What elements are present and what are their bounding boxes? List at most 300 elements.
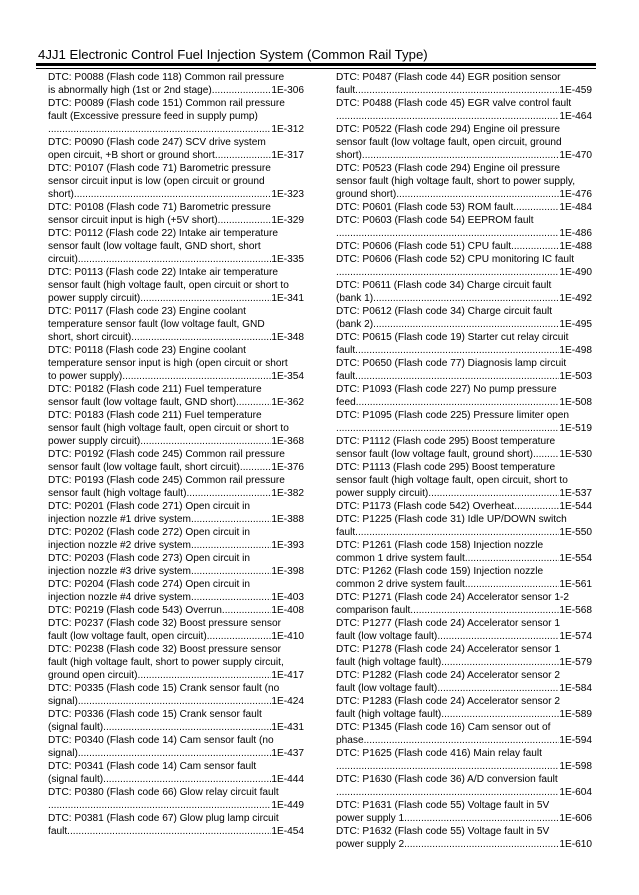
dot-leader [48,799,271,812]
page-number[interactable]: 1E-530 [559,449,592,460]
toc-entry[interactable] [48,617,304,643]
toc-entry-line: temperature sensor input is high (open circuit or short [48,358,288,369]
toc-entry[interactable] [48,604,304,617]
toc-entry-leader-line [48,539,304,552]
toc-entry[interactable] [48,162,304,201]
dot-leader [236,396,271,409]
toc-entry[interactable] [48,383,304,409]
toc-entry-leader-line [48,565,304,578]
dot-leader [428,487,559,500]
toc-entry-line: DTC: P1625 (Flash code 416) Main relay fault [336,748,542,759]
toc-entry[interactable] [336,721,592,747]
toc-entry-line: DTC: P0341 (Flash code 14) Cam sensor fault [48,761,257,772]
page-number[interactable]: 1E-568 [559,605,592,616]
dot-leader [336,227,559,240]
dot-leader [131,331,271,344]
dot-leader [186,487,271,500]
toc-entry[interactable] [336,279,592,305]
dot-leader [441,656,559,669]
toc-entry-line: DTC: P0108 (Flash code 71) Barometric pressure [48,202,271,213]
toc-entry-line: DTC: P0522 (Flash code 294) Engine oil pressure [336,124,560,135]
toc-entry-line: DTC: P0612 (Flash code 34) Charge circuit fault [336,306,553,317]
page-number[interactable]: 1E-454 [271,826,304,837]
toc-entry-line: common 1 drive system fault [336,553,465,564]
toc-entry-line: to power supply) [48,371,123,382]
toc-entry-leader-line [336,838,592,851]
toc-entry-leader-line [48,396,304,409]
page-number[interactable]: 1E-348 [271,332,304,343]
page-number[interactable]: 1E-376 [271,462,304,473]
toc-entry-leader-line [48,695,304,708]
dot-leader [336,422,559,435]
page-number[interactable]: 1E-393 [271,540,304,551]
toc-entry[interactable] [48,578,304,604]
page-number[interactable]: 1E-589 [559,709,592,720]
dot-leader [441,708,559,721]
toc-entry[interactable] [336,305,592,331]
page-number[interactable]: 1E-561 [559,579,592,590]
toc-entry[interactable] [336,71,592,97]
toc-entry-line: sensor fault (high voltage fault, short to power supply, [336,176,576,187]
dot-leader [465,552,559,565]
toc-entry[interactable] [48,305,304,344]
toc-entry-line: DTC: P1093 (Flash code 227) No pump pressure [336,384,557,395]
toc-entry-leader-line [336,188,592,201]
toc-entry-leader-line [336,734,592,747]
page-number[interactable]: 1E-417 [271,670,304,681]
toc-entry[interactable] [336,331,592,357]
toc-entry-line: DTC: P0112 (Flash code 22) Intake air temperature [48,228,278,239]
dot-leader [364,734,560,747]
toc-entry-leader-line [48,461,304,474]
toc-entry-line: DTC: P1277 (Flash code 24) Accelerator sensor 1 [336,618,560,629]
page-number[interactable]: 1E-388 [271,514,304,525]
dot-leader [404,812,559,825]
toc-entry[interactable] [336,214,592,240]
toc-entry-leader-line [48,370,304,383]
toc-entry-line: DTC: P0340 (Flash code 14) Cam sensor fault (no [48,735,274,746]
dot-leader [396,188,559,201]
page-number[interactable]: 1E-498 [559,345,592,356]
page-number[interactable]: 1E-550 [559,527,592,538]
toc-entry[interactable] [48,448,304,474]
toc-entry-leader-line [336,110,592,123]
toc-entry[interactable] [336,773,592,799]
toc-entry[interactable] [336,669,592,695]
toc-entry[interactable] [336,357,592,383]
toc-entry-line: DTC: P1632 (Flash code 55) Voltage fault in 5V [336,826,550,837]
toc-entry-line: DTC: P0117 (Flash code 23) Engine coolant [48,306,246,317]
toc-entry-line: injection nozzle #2 drive system [48,540,191,551]
page-number[interactable]: 1E-604 [559,787,592,798]
toc-entry-line: comparison fault [336,605,411,616]
page-number[interactable]: 1E-470 [559,150,592,161]
page-number[interactable]: 1E-341 [271,293,304,304]
toc-entry-line: fault [336,371,356,382]
toc-entry-leader-line [336,526,592,539]
toc-entry[interactable] [336,617,592,643]
page-number[interactable]: 1E-431 [271,722,304,733]
toc-entry-line: power supply circuit) [48,293,141,304]
toc-entry-leader-line [48,149,304,162]
page-number[interactable]: 1E-449 [271,800,304,811]
page-number[interactable]: 1E-354 [271,371,304,382]
toc-entry-line: fault (high voltage fault, short to power supply circuit, [48,657,284,668]
toc-entry-leader-line [48,773,304,786]
page-number[interactable]: 1E-335 [271,254,304,265]
toc-entry-line: DTC: P1113 (Flash code 295) Boost temperature [336,462,556,473]
dot-leader [355,526,559,539]
toc-entry-line: fault (Excessive pressure feed in supply pump) [48,111,258,122]
toc-entry-line: DTC: P1261 (Flash code 158) Injection nozzle [336,540,544,551]
toc-entry[interactable] [48,474,304,500]
toc-entry-line: fault [336,85,356,96]
toc-entry-line: DTC: P1095 (Flash code 225) Pressure limiter open [336,410,569,421]
toc-entry-line: DTC: P0336 (Flash code 15) Crank sensor fault [48,709,262,720]
toc-entry[interactable] [48,500,304,526]
page-number[interactable]: 1E-554 [559,553,592,564]
toc-entry-leader-line [336,604,592,617]
toc-entry-leader-line [336,240,592,253]
toc-entry-line: power supply 1 [336,813,405,824]
page-number[interactable]: 1E-306 [271,85,304,96]
toc-entry[interactable] [48,786,304,812]
toc-entry-line: DTC: P0615 (Flash code 19) Starter cut relay circuit [336,332,569,343]
toc-entry[interactable] [48,708,304,734]
toc-entry-line: power supply 2 [336,839,405,850]
dot-leader [78,747,272,760]
toc-entry-line: fault (low voltage fault, open circuit) [48,631,207,642]
dot-leader [191,591,271,604]
toc-entry[interactable] [48,526,304,552]
toc-entry-leader-line [48,331,304,344]
page-number[interactable]: 1E-495 [559,319,592,330]
toc-entry[interactable] [336,240,592,253]
toc-entry-line: is abnormally high (1st or 2nd stage) [48,85,212,96]
toc-entry-leader-line [48,825,304,838]
toc-entry-leader-line [48,123,304,136]
toc-entry-leader-line [48,591,304,604]
dot-leader [336,786,559,799]
toc-entry-line: DTC: P1345 (Flash code 16) Cam sensor out of [336,722,551,733]
toc-entry[interactable] [48,682,304,708]
toc-entry-line: signal) [48,696,78,707]
toc-entry-line: DTC: P0487 (Flash code 44) EGR position sensor [336,72,561,83]
page-number[interactable]: 1E-464 [559,111,592,122]
toc-entry-leader-line [48,253,304,266]
toc-entry-leader-line [336,370,592,383]
toc-entry-line: DTC: P1112 (Flash code 295) Boost temperature [336,436,556,447]
toc-entry-leader-line [336,422,592,435]
toc-entry-line: common 2 drive system fault [336,579,465,590]
toc-entry-line: phase [336,735,364,746]
toc-entry-line: DTC: P0611 (Flash code 34) Charge circuit fault [336,280,552,291]
dot-leader [336,266,559,279]
toc-entry-line: sensor fault (low voltage fault, short circuit) [48,462,240,473]
toc-entry-leader-line [336,266,592,279]
toc-entry[interactable] [336,500,592,513]
toc-entry-leader-line [336,630,592,643]
page-number[interactable]: 1E-362 [271,397,304,408]
page-number[interactable]: 1E-544 [559,501,592,512]
toc-entry-line: DTC: P1283 (Flash code 24) Accelerator sensor 2 [336,696,560,707]
dot-leader [511,240,559,253]
dot-leader [533,448,559,461]
page-number[interactable]: 1E-537 [559,488,592,499]
toc-entry-line: sensor fault (high voltage fault) [48,488,187,499]
page-number[interactable]: 1E-508 [559,397,592,408]
toc-entry[interactable] [336,695,592,721]
page-number[interactable]: 1E-610 [559,839,592,850]
toc-entry-line: injection nozzle #3 drive system [48,566,191,577]
toc-entry[interactable] [336,409,592,435]
toc-entry-line: open circuit, +B short or ground short [48,150,215,161]
page-number[interactable]: 1E-408 [271,605,304,616]
toc-entry-line: fault (low voltage fault) [336,631,438,642]
toc-entry-line: DTC: P0204 (Flash code 274) Open circuit in [48,579,251,590]
toc-entry-leader-line [48,747,304,760]
page-number[interactable]: 1E-584 [559,683,592,694]
toc-entry-leader-line [48,669,304,682]
page-number[interactable]: 1E-410 [271,631,304,642]
toc-entry-leader-line [48,604,304,617]
toc-entry-line: (signal fault) [48,722,104,733]
page-number[interactable]: 1E-594 [559,735,592,746]
header-rule-thick [36,63,596,66]
toc-entry[interactable] [336,825,592,851]
dot-leader [240,461,271,474]
toc-entry[interactable] [336,565,592,591]
toc-entry-line: circuit) [48,254,78,265]
toc-entry-leader-line [48,84,304,97]
toc-entry-line: fault (low voltage fault) [336,683,438,694]
toc-entry-line: short) [336,150,362,161]
toc-entry-line: (bank 2) [336,319,374,330]
page-number[interactable]: 1E-317 [271,150,304,161]
toc-entry[interactable] [48,643,304,682]
toc-entry-line: DTC: P1630 (Flash code 36) A/D conversion fault [336,774,558,785]
toc-entry-line: DTC: P0203 (Flash code 273) Open circuit in [48,553,251,564]
toc-entry[interactable] [336,513,592,539]
toc-entry-leader-line [48,487,304,500]
header-rule-thin [36,68,596,69]
page-number[interactable]: 1E-519 [559,423,592,434]
toc-entry-leader-line [48,799,304,812]
dot-leader [122,370,271,383]
toc-entry-leader-line [336,500,592,513]
toc-entry-line: DTC: P1271 (Flash code 24) Accelerator sensor 1-2 [336,592,569,603]
page-number[interactable]: 1E-424 [271,696,304,707]
toc-entry-leader-line [336,448,592,461]
toc-entry[interactable] [336,461,592,500]
toc-entry-line: DTC: P0601 (Flash code 53) ROM fault [336,202,514,213]
dot-leader [355,84,559,97]
toc-entry-leader-line [48,188,304,201]
toc-entry[interactable] [48,409,304,448]
page-header-title: 4JJ1 Electronic Control Fuel Injection System (Common Rail Type) [38,47,428,62]
dot-leader [67,825,271,838]
toc-entry-leader-line [48,214,304,227]
dot-leader [215,149,271,162]
toc-entry-line: sensor fault (low voltage fault, open circuit, ground [336,137,562,148]
toc-entry-line: fault (high voltage fault) [336,709,442,720]
toc-entry-line: DTC: P0237 (Flash code 32) Boost pressure sensor [48,618,281,629]
dot-leader [191,565,271,578]
toc-entry-line: fault [336,345,356,356]
toc-entry-line: DTC: P0202 (Flash code 272) Open circuit in [48,527,251,538]
toc-entry-leader-line [336,318,592,331]
toc-entry-leader-line [336,292,592,305]
toc-entry-leader-line [336,552,592,565]
page-number[interactable]: 1E-368 [271,436,304,447]
page-number[interactable]: 1E-486 [559,228,592,239]
toc-entry-leader-line [336,201,592,214]
dot-leader [140,292,271,305]
page-number[interactable]: 1E-398 [271,566,304,577]
dot-leader [356,396,560,409]
dot-leader [207,630,272,643]
dot-leader [465,578,559,591]
toc-entry-line: (signal fault) [48,774,104,785]
toc-entry[interactable] [336,201,592,214]
toc-entry-line: DTC: P0118 (Flash code 23) Engine coolant [48,345,246,356]
dot-leader [373,318,559,331]
toc-entry-line: DTC: P0182 (Flash code 211) Fuel temperature [48,384,262,395]
toc-entry[interactable] [336,253,592,279]
toc-entry[interactable] [336,747,592,773]
toc-entry-line: DTC: P0381 (Flash code 67) Glow plug lamp circuit [48,813,279,824]
toc-entry-line: signal) [48,748,78,759]
toc-entry-line: DTC: P1262 (Flash code 159) Injection nozzle [336,566,544,577]
page-number[interactable]: 1E-329 [271,215,304,226]
dot-leader [336,110,559,123]
toc-entry-line: DTC: P0192 (Flash code 245) Common rail pressure [48,449,285,460]
toc-entry-line: sensor fault (low voltage fault, GND short) [48,397,236,408]
page-number[interactable]: 1E-444 [271,774,304,785]
toc-entry-line: short, short circuit) [48,332,132,343]
toc-entry[interactable] [48,71,304,97]
toc-entry-line: sensor fault (high voltage fault, open circuit, short to [336,475,568,486]
toc-entry-leader-line [48,630,304,643]
page-number[interactable]: 1E-323 [271,189,304,200]
toc-entry[interactable] [336,162,592,201]
dot-leader [212,84,272,97]
toc-entry[interactable] [48,552,304,578]
toc-entry-leader-line [336,682,592,695]
toc-entry[interactable] [336,539,592,565]
toc-entry[interactable] [336,97,592,123]
dot-leader [191,513,271,526]
toc-entry-line: sensor circuit input is high (+5V short) [48,215,218,226]
toc-entry-line: fault [336,527,356,538]
page-number[interactable]: 1E-579 [559,657,592,668]
toc-column-right [336,71,592,851]
dot-leader [437,682,559,695]
toc-entry[interactable] [48,812,304,838]
toc-entry-leader-line [336,344,592,357]
toc-entry[interactable] [48,266,304,305]
toc-entry-leader-line [48,435,304,448]
toc-entry[interactable] [336,799,592,825]
page-number[interactable]: 1E-403 [271,592,304,603]
toc-entry-line: DTC: P1278 (Flash code 24) Accelerator sensor 1 [336,644,560,655]
dot-leader [373,292,559,305]
toc-entry-leader-line [336,396,592,409]
toc-entry-line: DTC: P1631 (Flash code 55) Voltage fault in 5V [336,800,550,811]
page-number[interactable]: 1E-476 [559,189,592,200]
page-number[interactable]: 1E-382 [271,488,304,499]
page-number[interactable]: 1E-606 [559,813,592,824]
toc-entry-leader-line [336,812,592,825]
toc-entry[interactable] [336,123,592,162]
toc-entry-line: DTC: P0488 (Flash code 45) EGR valve control fault [336,98,572,109]
toc-entry-leader-line [336,760,592,773]
page-number[interactable]: 1E-503 [559,371,592,382]
toc-entry[interactable] [336,435,592,461]
page-number[interactable]: 1E-574 [559,631,592,642]
page-number[interactable]: 1E-437 [271,748,304,759]
page-number[interactable]: 1E-312 [271,124,304,135]
dot-leader [404,838,559,851]
dot-leader [513,201,559,214]
toc-entry-line: temperature sensor fault (low voltage fault, GND [48,319,265,330]
page-number[interactable]: 1E-492 [559,293,592,304]
toc-entry[interactable] [48,760,304,786]
toc-entry-line: (bank 1) [336,293,374,304]
toc-entry-line: fault [48,826,68,837]
toc-entry[interactable] [48,201,304,227]
toc-entry-line: DTC: P0089 (Flash code 151) Common rail pressure [48,98,285,109]
toc-entry-line: sensor circuit input is low (open circuit or ground [48,176,265,187]
page-number[interactable]: 1E-598 [559,761,592,772]
dot-leader [103,721,271,734]
dot-leader [103,773,271,786]
dot-leader [514,500,559,513]
toc-entry[interactable] [48,734,304,760]
dot-leader [222,604,271,617]
toc-entry[interactable] [336,591,592,617]
toc-entry-leader-line [48,292,304,305]
page-number[interactable]: 1E-488 [559,241,592,252]
toc-entry-line: DTC: P0193 (Flash code 245) Common rail pressure [48,475,285,486]
toc-entry[interactable] [336,643,592,669]
dot-leader [78,695,272,708]
page-number[interactable]: 1E-484 [559,202,592,213]
toc-entry-line: DTC: P1282 (Flash code 24) Accelerator sensor 2 [336,670,560,681]
toc-entry-line: DTC: P0380 (Flash code 66) Glow relay circuit fault [48,787,279,798]
toc-entry-line: DTC: P0219 (Flash code 543) Overrun [48,605,222,616]
toc-entry-line: DTC: P0201 (Flash code 271) Open circuit in [48,501,251,512]
toc-entry[interactable] [336,383,592,409]
dot-leader [410,604,559,617]
toc-entry-line: DTC: P0183 (Flash code 211) Fuel temperature [48,410,262,421]
dot-leader [355,344,559,357]
toc-entry-line: power supply circuit) [336,488,429,499]
toc-entry[interactable] [48,227,304,266]
toc-entry[interactable] [48,344,304,383]
toc-entry-leader-line [48,513,304,526]
dot-leader [138,669,272,682]
toc-entry[interactable] [48,136,304,162]
dot-leader [78,253,272,266]
toc-entry-line: DTC: P0335 (Flash code 15) Crank sensor fault (no [48,683,280,694]
page-number[interactable]: 1E-459 [559,85,592,96]
toc-entry-line: sensor fault (high voltage fault, open circuit or short to [48,423,289,434]
toc-entry-leader-line [336,708,592,721]
toc-entry[interactable] [48,97,304,136]
toc-entry-line: DTC: P0088 (Flash code 118) Common rail pressure [48,72,285,83]
page-number[interactable]: 1E-490 [559,267,592,278]
